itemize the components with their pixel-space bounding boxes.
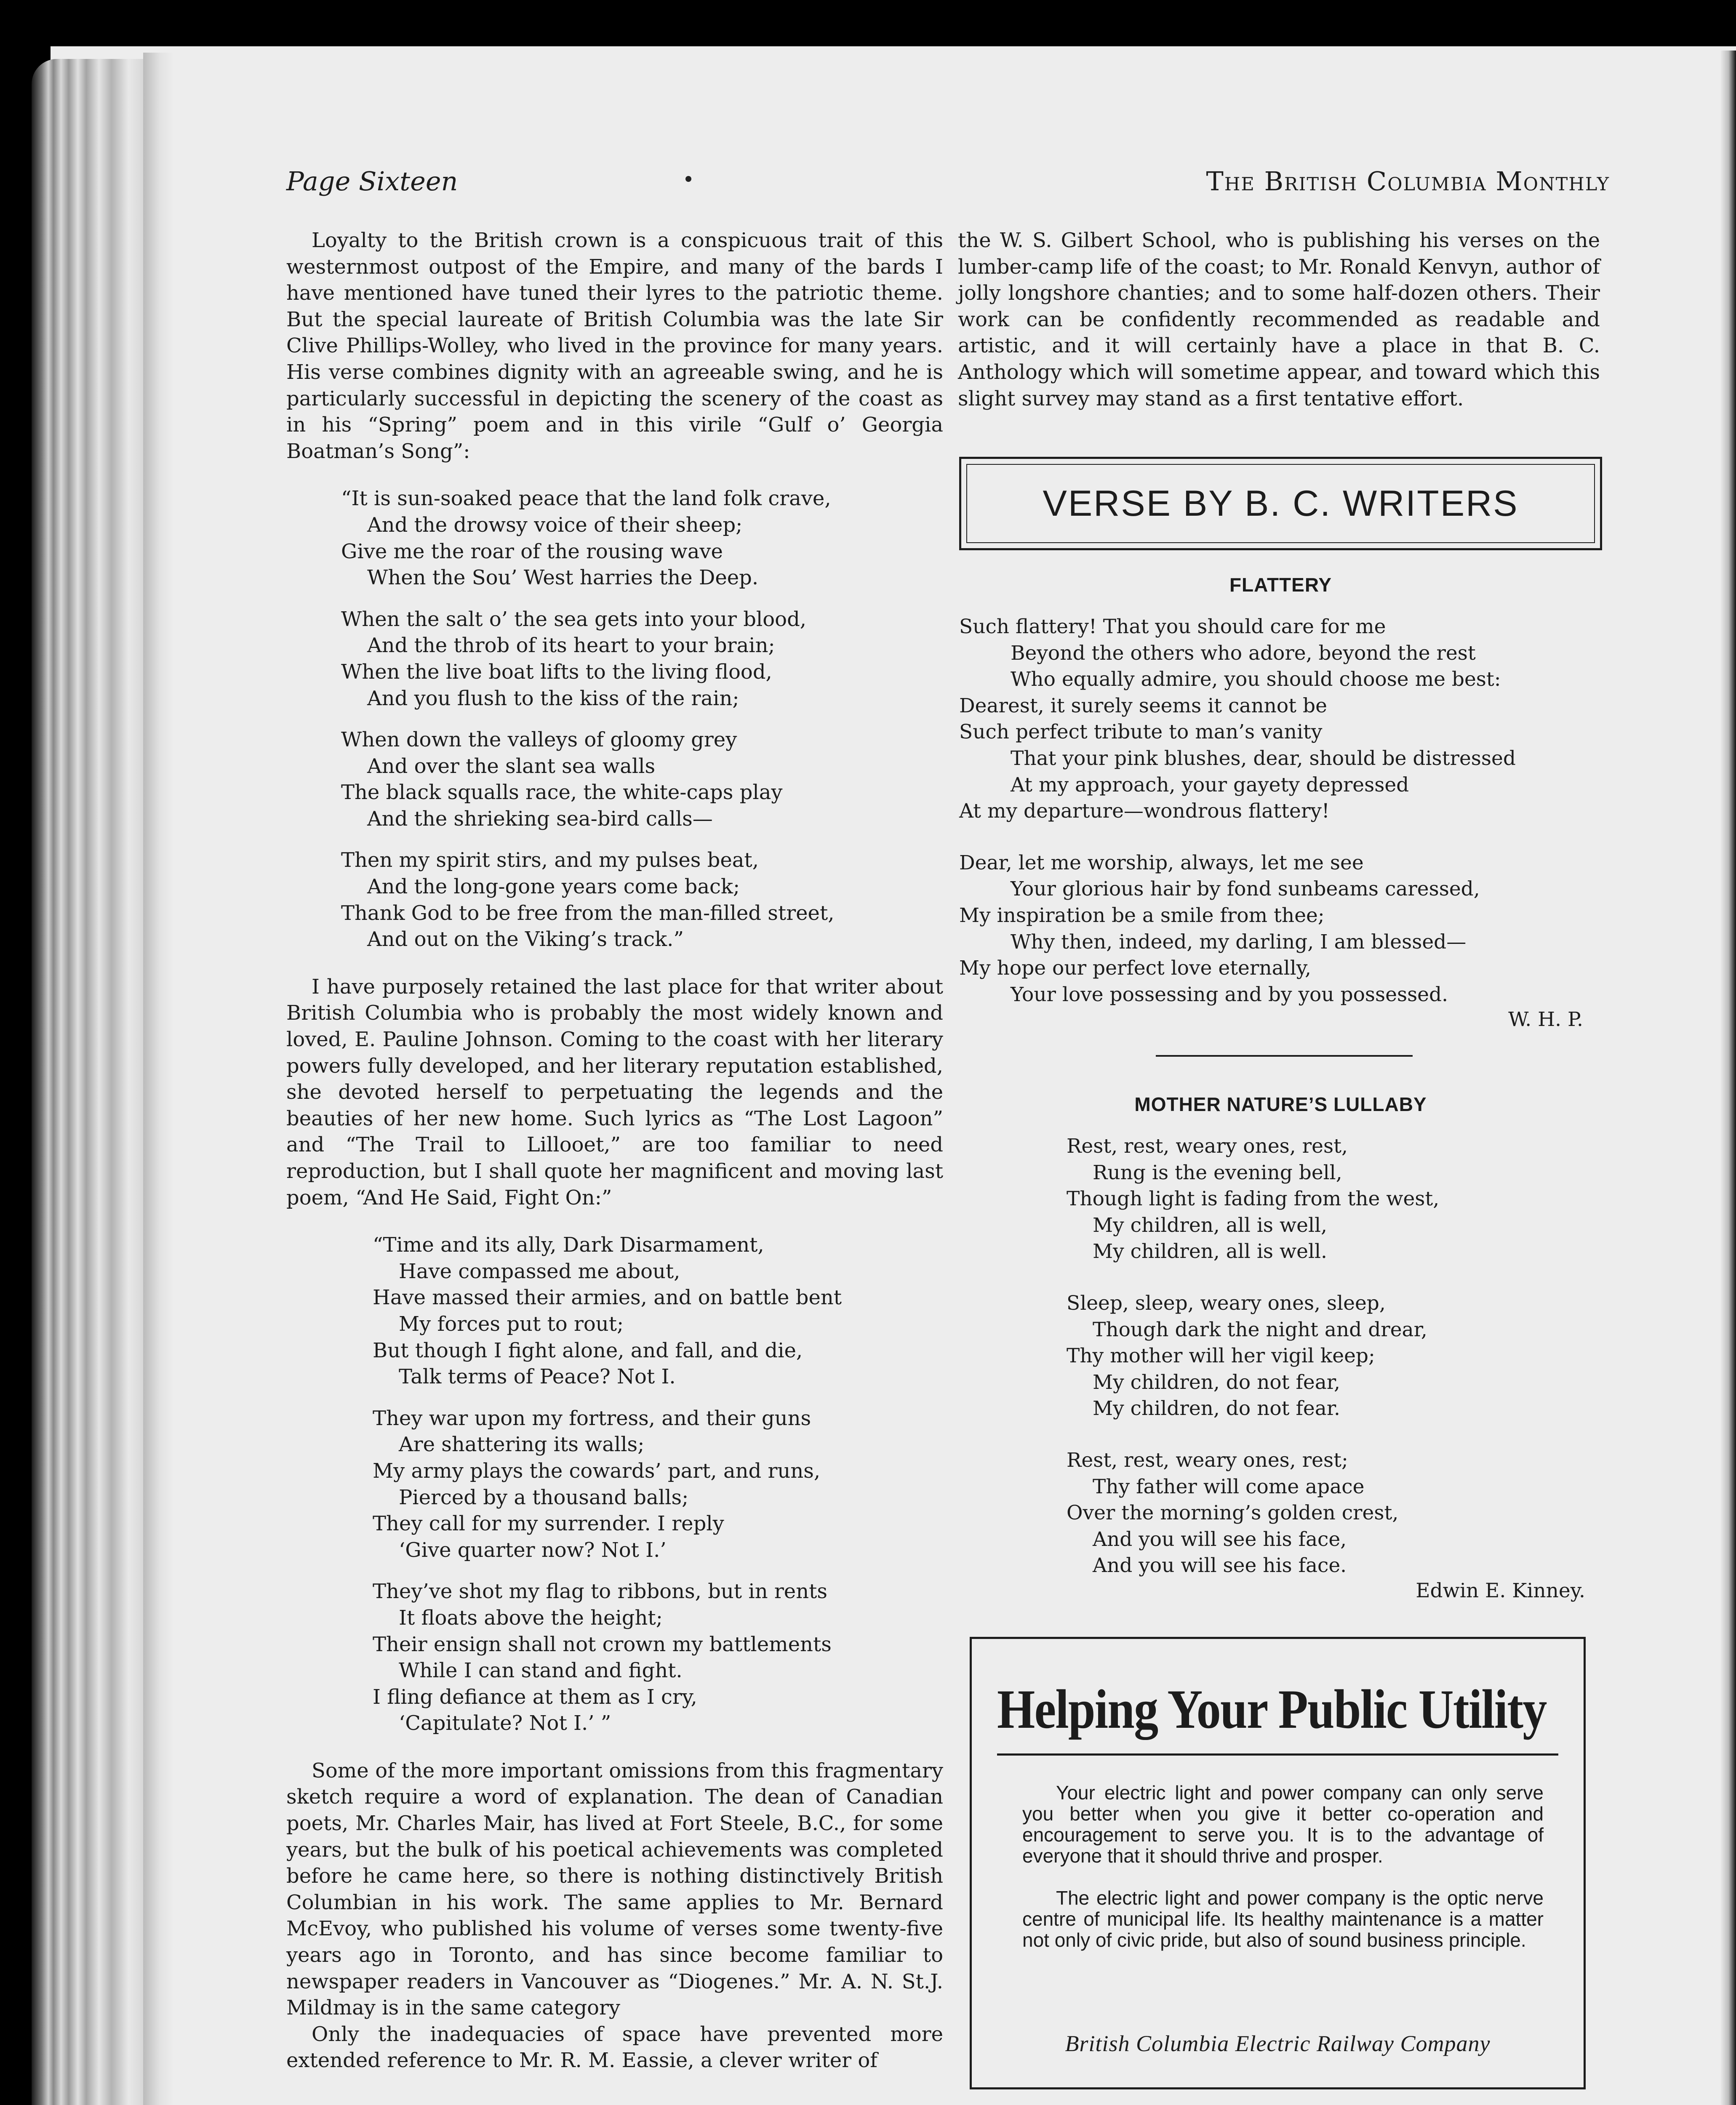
flattery-poem [959,614,1602,1008]
flattery-title: FLATTERY [1229,574,1332,596]
poem-line: Why then, indeed, my darling, I am blessed— [1011,930,1467,954]
advertisement-paragraph: Your electric light and power company can only serve you better when you give it better co-operation and encouragement to serve you. It is to the advantage of everyone that it should thrive and prosper. [1022,1782,1544,1867]
poem-line: My children, do not fear, [1093,1370,1340,1394]
section-heading-box [959,457,1602,550]
intro-paragraph: Loyalty to the British crown is a conspicuous trait of this westernmost outpost of the Empire, and many of the bards I have mentioned have tuned their lyres to the patriotic theme. But the special laureate of British Columbia was the late Sir Clive Phillips-Wolley, who lived in the province for many years. His verse combines dignity with an agreeable swing, and he is particularly successful in depicting the scenery of the coast as in his “Spring” poem and in this virile “Gulf o’ Georgia Boatman’s Song”: [286,229,943,463]
stanza [286,1578,943,1737]
space-paragraph: Only the inadequacies of space have prevented more extended reference to Mr. R. M. Eassie, a clever writer of [286,2022,943,2073]
poem-line: And the shrieking sea-bird calls— [367,807,713,831]
poem-line: My children, do not fear. [1093,1397,1340,1420]
poem-line: Your love possessing and by you possessed. [1011,983,1448,1006]
poem-line: When the Sou’ West harries the Deep. [367,566,759,590]
right-column [958,227,1600,412]
poem-line: My children, all is well, [1093,1213,1327,1237]
poem-line: Beyond the others who adore, beyond the rest [1011,641,1476,665]
stanza [286,1232,943,1390]
poem-line: And out on the Viking’s track.” [367,927,684,951]
poem-line: My hope our perfect love eternally, [959,957,1311,980]
advertisement-signature: British Columbia Electric Railway Company [1065,2031,1491,2056]
poem-line: ‘Capitulate? Not I.’ ” [399,1711,611,1735]
poem-line: Give me the roar of the rousing wave [341,539,723,563]
poem-line: I fling defiance at them as I cry, [373,1685,697,1709]
poem-line: Though dark the night and drear, [1093,1318,1427,1341]
stanza [286,847,943,952]
poem-line: ‘Give quarter now? Not I.’ [399,1538,667,1562]
left-column [286,227,943,2074]
continuation-paragraph: the W. S. Gilbert School, who is publishing his verses on the lumber-camp life of the coast; to Mr. Ronald Kenvyn, author of jolly longshore chanties; and to some half-dozen others. Their work can be confidently recommended as readable and artistic, and it will certainly have a place in that B. C. Anthology which will sometime appear, and toward which this slight survey may stand as a first tentative effort. [958,229,1600,410]
fight-on-poem [286,1232,943,1737]
lullaby-title: MOTHER NATURE’S LULLABY [1134,1093,1427,1115]
advertisement-body [1022,1782,1544,1950]
poem-line: Such perfect tribute to man’s vanity [959,720,1323,744]
poem-line: Rest, rest, weary ones, rest, [1067,1135,1348,1158]
poem-line: Dear, let me worship, always, let me see [959,851,1364,874]
poem-line: My children, all is well. [1093,1240,1327,1263]
poem-line: And you flush to the kiss of the rain; [367,686,739,710]
poem-line: It floats above the height; [399,1606,663,1630]
poem-line: When down the valleys of gloomy grey [341,728,737,752]
advertisement-paragraph: The electric light and power company is the optic nerve centre of municipal life. Its healthy maintenance is a matter not only of civic pride, but also of sound business principle. [1022,1887,1544,1951]
poem-line: Over the morning’s golden crest, [1067,1501,1399,1525]
poem-line: Have compassed me about, [399,1259,680,1283]
poem-line: Then my spirit stirs, and my pulses beat, [341,848,759,872]
poem-line: They’ve shot my flag to ribbons, but in rents [373,1580,828,1604]
poem-line: They war upon my fortress, and their guns [373,1406,811,1430]
advertisement-box [970,1637,1586,2089]
stanza [286,485,943,591]
poem-line: And you will see his face, [1093,1527,1347,1551]
flattery-signature: W. H. P. [1508,1008,1583,1031]
poem-line: My forces put to rout; [399,1312,624,1336]
poem-line: Rung is the evening bell, [1093,1161,1342,1184]
poem-line: Sleep, sleep, weary ones, sleep, [1067,1291,1386,1315]
poem-line: My inspiration be a smile from thee; [959,903,1325,927]
poem-line: When the salt o’ the sea gets into your blood, [341,607,807,631]
poem-line: Have massed their armies, and on battle bent [373,1286,842,1310]
poem-line: “It is sun-soaked peace that the land folk crave, [341,487,831,511]
poem-line: Talk terms of Peace? Not I. [399,1365,676,1389]
advertisement-headline: Helping Your Public Utility [997,1678,1547,1740]
poem-line: Your glorious hair by fond sunbeams caressed, [1011,877,1480,901]
poem-line: They call for my surrender. I reply [373,1512,724,1536]
section-divider [1156,1055,1413,1057]
poem-line: Dearest, it surely seems it cannot be [959,694,1327,717]
poem-line: Thank God to be free from the man-filled street, [341,901,835,925]
binding-shadow [143,53,173,2105]
ink-speck [685,176,691,182]
poem-line: And the drowsy voice of their sheep; [367,513,743,537]
poem-line: And the long-gone years come back; [367,875,740,899]
poem-line: Rest, rest, weary ones, rest; [1067,1448,1348,1472]
headline-rule [997,1753,1558,1756]
stanza [286,1405,943,1564]
poem-line: And the throb of its heart to your brain; [367,634,775,658]
poem-line: When the live boat lifts to the living flood, [341,660,772,684]
poem-line: That your pink blushes, dear, should be distressed [1011,746,1516,770]
poem-line: Though light is fading from the west, [1067,1187,1440,1211]
poem-line: The black squalls race, the white-caps play [341,781,783,805]
page-number: Page Sixteen [286,166,458,197]
poem-line: Their ensign shall not crown my battlements [373,1632,832,1656]
poem-line: While I can stand and fight. [399,1659,683,1683]
lullaby-block [959,1093,1602,1602]
omissions-paragraph: Some of the more important omissions from this fragmentary sketch require a word of explanation. The dean of Canadian poets, Mr. Charles Mair, has lived at Fort Steele, B.C., for some years, but the bulk of his poetical achievements was completed before he came here, so there is nothing distinctively British Columbian in his work. The same applies to Mr. Bernard McEvoy, who published his volume of verses some twenty-five years ago in Toronto, and has since become familiar to newspaper readers in Vancouver as “Diogenes.” Mr. A. N. St.J. Mildmay is in the same category [286,1759,943,2020]
poem-line: Thy father will come apace [1093,1475,1365,1498]
poem-line: At my departure—wondrous flattery! [959,799,1330,823]
poem-line: “Time and its ally, Dark Disarmament, [373,1233,764,1257]
poem-line: But though I fight alone, and fall, and die, [373,1338,803,1362]
poem-line: My army plays the cowards’ part, and runs, [373,1459,821,1483]
stanza [286,606,943,711]
right-page-edge [1720,51,1736,2105]
poem-line: Such flattery! That you should care for me [959,615,1386,638]
lullaby-poem [959,1133,1602,1579]
poem-line: At my approach, your gayety depressed [1011,773,1409,797]
poem-line: Thy mother will her vigil keep; [1067,1344,1375,1368]
poem-line: Who equally admire, you should choose me best: [1011,668,1501,691]
poem-line: And over the slant sea walls [367,754,656,778]
johnson-paragraph: I have purposely retained the last place for that writer about British Columbia who is probably the most widely known and loved, E. Pauline Johnson. Coming to the coast with her literary powers fully developed, and her literary reputation established, she devoted herself to perpetuating the legends and the beauties of her new home. Such lyrics as “The Lost Lagoon” and “The Trail to Lillooet,” are too familiar to need reproduction, but I shall quote her magnificent and moving last poem, “And He Said, Fight On:” [286,975,943,1210]
lullaby-signature: Edwin E. Kinney. [1416,1579,1585,1602]
poem-line: And you will see his face. [1093,1554,1347,1577]
poem-line: Are shattering its walls; [399,1433,645,1457]
masthead: The British Columbia Monthly [1206,166,1610,197]
stanza [286,727,943,832]
section-heading: VERSE BY B. C. WRITERS [966,464,1595,543]
flattery-block [959,573,1602,1031]
boatman-song [286,485,943,953]
poem-line: Pierced by a thousand balls; [399,1485,689,1509]
